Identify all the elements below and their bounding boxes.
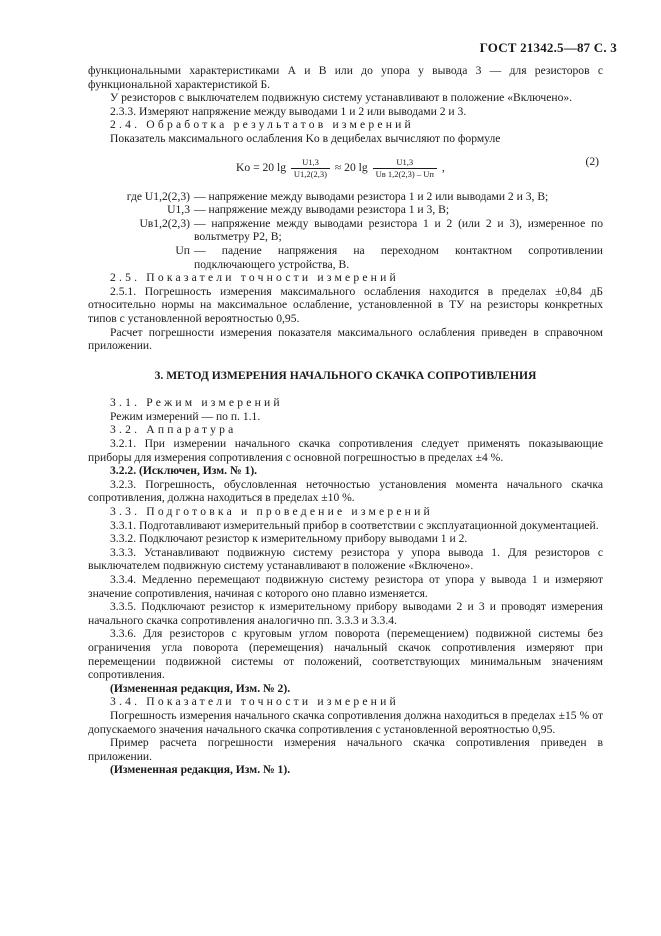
definition-text: — напряжение между выводами резистора 1 и 2 или выводами 2 и 3, В; (194, 189, 549, 203)
revision-note-2: (Измененная редакция, Изм. № 2). (110, 681, 291, 695)
formula-number: (2) (585, 154, 599, 168)
definition-symbol: Uп (175, 243, 190, 257)
revision-note-1: (Измененная редакция, Изм. № 1). (110, 763, 291, 777)
formula-fraction-2 (373, 157, 437, 180)
heading-3-4: 3.4. Показатели точности измерений (110, 695, 399, 709)
formula-2 (88, 149, 603, 187)
paragraph-2-4: Показатель максимального ослабления Kо в децибелах вычисляют по формуле (110, 131, 501, 145)
formula-mid: ≈ 20 lg (334, 160, 368, 174)
paragraph-3-4-1: Погрешность измерения начального скачка сопротивления должна находиться в пределах ±15 % от допускаемого значения начального скачка сопротивления с установленной вероятностью 0,95. (88, 708, 603, 736)
heading-2-4: 2.4. Обработка результатов измерений (110, 118, 414, 132)
formula-end: , (441, 160, 445, 174)
heading-2-5: 2.5. Показатели точности измерений (110, 271, 399, 285)
definition-text: — напряжение между выводами резистора 1 и 2 (или 2 и 3), измеренное по вольтметру Р2, В; (194, 216, 603, 244)
definition-symbol: Uв1,2(2,3) (139, 216, 190, 230)
paragraph-2-5-1: 2.5.1. Погрешность измерения максимального ослабления находится в пределах ±0,84 дБ относительно нормы на максимальное ослабление, установленной в ТУ на резисторы конкретных типов с установленной вероятностью 0,95. (88, 284, 603, 325)
paragraph-2-3-3: 2.3.3. Измеряют напряжение между выводами 1 и 2 или выводами 2 и 3. (110, 104, 467, 118)
heading-3-1: 3.1. Режим измерений (110, 396, 283, 410)
paragraph-3-3-5: 3.3.5. Подключают резистор к измерительному прибору выводами 2 и 3 и проводят измерения начального скачка сопротивления аналогично пп. 3.3.3 и 3.3.4. (88, 600, 603, 627)
heading-3-3: 3.3. Подготовка и проведение измерений (110, 505, 433, 519)
paragraph-2-5-calc: Расчет погрешности измерения показателя максимального ослабления приведен в справочном приложении. (88, 325, 603, 353)
paragraph-3-1: Режим измерений — по п. 1.1. (110, 409, 261, 423)
definition-text: — напряжение между выводами резистора 1 и 3, В; (194, 203, 450, 217)
definition-symbol: где U1,2(2,3) (126, 189, 190, 203)
formula-numerator-1: U1,3 (291, 157, 330, 169)
paragraph-3-2-2: 3.2.2. (Исключен, Изм. № 1). (110, 464, 258, 478)
section-3-title: 3. МЕТОД ИЗМЕРЕНИЯ НАЧАЛЬНОГО СКАЧКА СОПРОТИВЛЕНИЯ (154, 368, 537, 382)
formula-denominator-1: U1,2(2,3) (293, 168, 327, 179)
page-header: ГОСТ 21342.5—87 С. 3 (479, 40, 617, 55)
paragraph-3-3-1: 3.3.1. Подготавливают измерительный прибор в соответствии с эксплуатационной документацией. (110, 518, 599, 532)
definition-item (88, 190, 603, 204)
formula-numerator-2: U1,3 (373, 157, 437, 169)
paragraph-3-2-3: 3.2.3. Погрешность, обусловленная неточностью установления момента начального скачка сопротивления, должна находиться в пределах ±10 %. (88, 477, 603, 505)
formula-expression (236, 157, 445, 180)
formula-lhs: Kо = 20 lg (236, 160, 287, 174)
definition-item (88, 244, 603, 271)
paragraph-3-3-2: 3.3.2. Подключают резистор к измерительному прибору выводами 1 и 2. (110, 532, 468, 546)
paragraph-3-4-2: Пример расчета погрешности измерения начального скачка сопротивления приведен в приложении. (88, 736, 603, 763)
definition-symbol: U1,3 (167, 203, 190, 217)
heading-3-2: 3.2. Аппаратура (110, 423, 237, 437)
paragraph-3-3-6: 3.3.6. Для резисторов с круговым углом поворота (перемещением) подвижной системы без ограничения угла поворота (перемещения) начальный скачок сопротивления измеряют при перемещении подвижной системы от положений, соответствующих минимальным значениям сопротивления. (88, 627, 603, 682)
formula-fraction-1 (291, 157, 330, 180)
paragraph-3-3-4: 3.3.4. Медленно перемещают подвижную систему резистора от упора у вывода 1 и измеряют значение сопротивления, начиная с которого оно плавно изменяется. (88, 573, 603, 600)
paragraph-3-2-1: 3.2.1. При измерении начального скачка сопротивления следует применять показывающие приборы для измерения сопротивления с основной погрешностью в пределах ±4 %. (88, 437, 603, 464)
definitions-list (88, 190, 603, 272)
definition-item (88, 203, 603, 217)
definition-item (88, 217, 603, 244)
paragraph-3-3-3: 3.3.3. Устанавливают подвижную систему резистора у упора вывода 1. Для резисторов с выключателем подвижную систему устанавливают в положение «Включено». (88, 545, 603, 573)
paragraph-switch-position: У резисторов с выключателем подвижную систему устанавливают в положение «Включено». (110, 91, 573, 105)
document-body (88, 64, 603, 777)
paragraph-continuation: функциональными характеристиками А и В или до упора у вывода 3 — для резисторов с функциональной характеристикой Б. (88, 64, 603, 91)
formula-denominator-2: Uв 1,2(2,3) – Uп (375, 168, 434, 179)
definition-text: — падение напряжения на переходном контактном сопротивлении подключающего устройства, В. (194, 243, 603, 271)
